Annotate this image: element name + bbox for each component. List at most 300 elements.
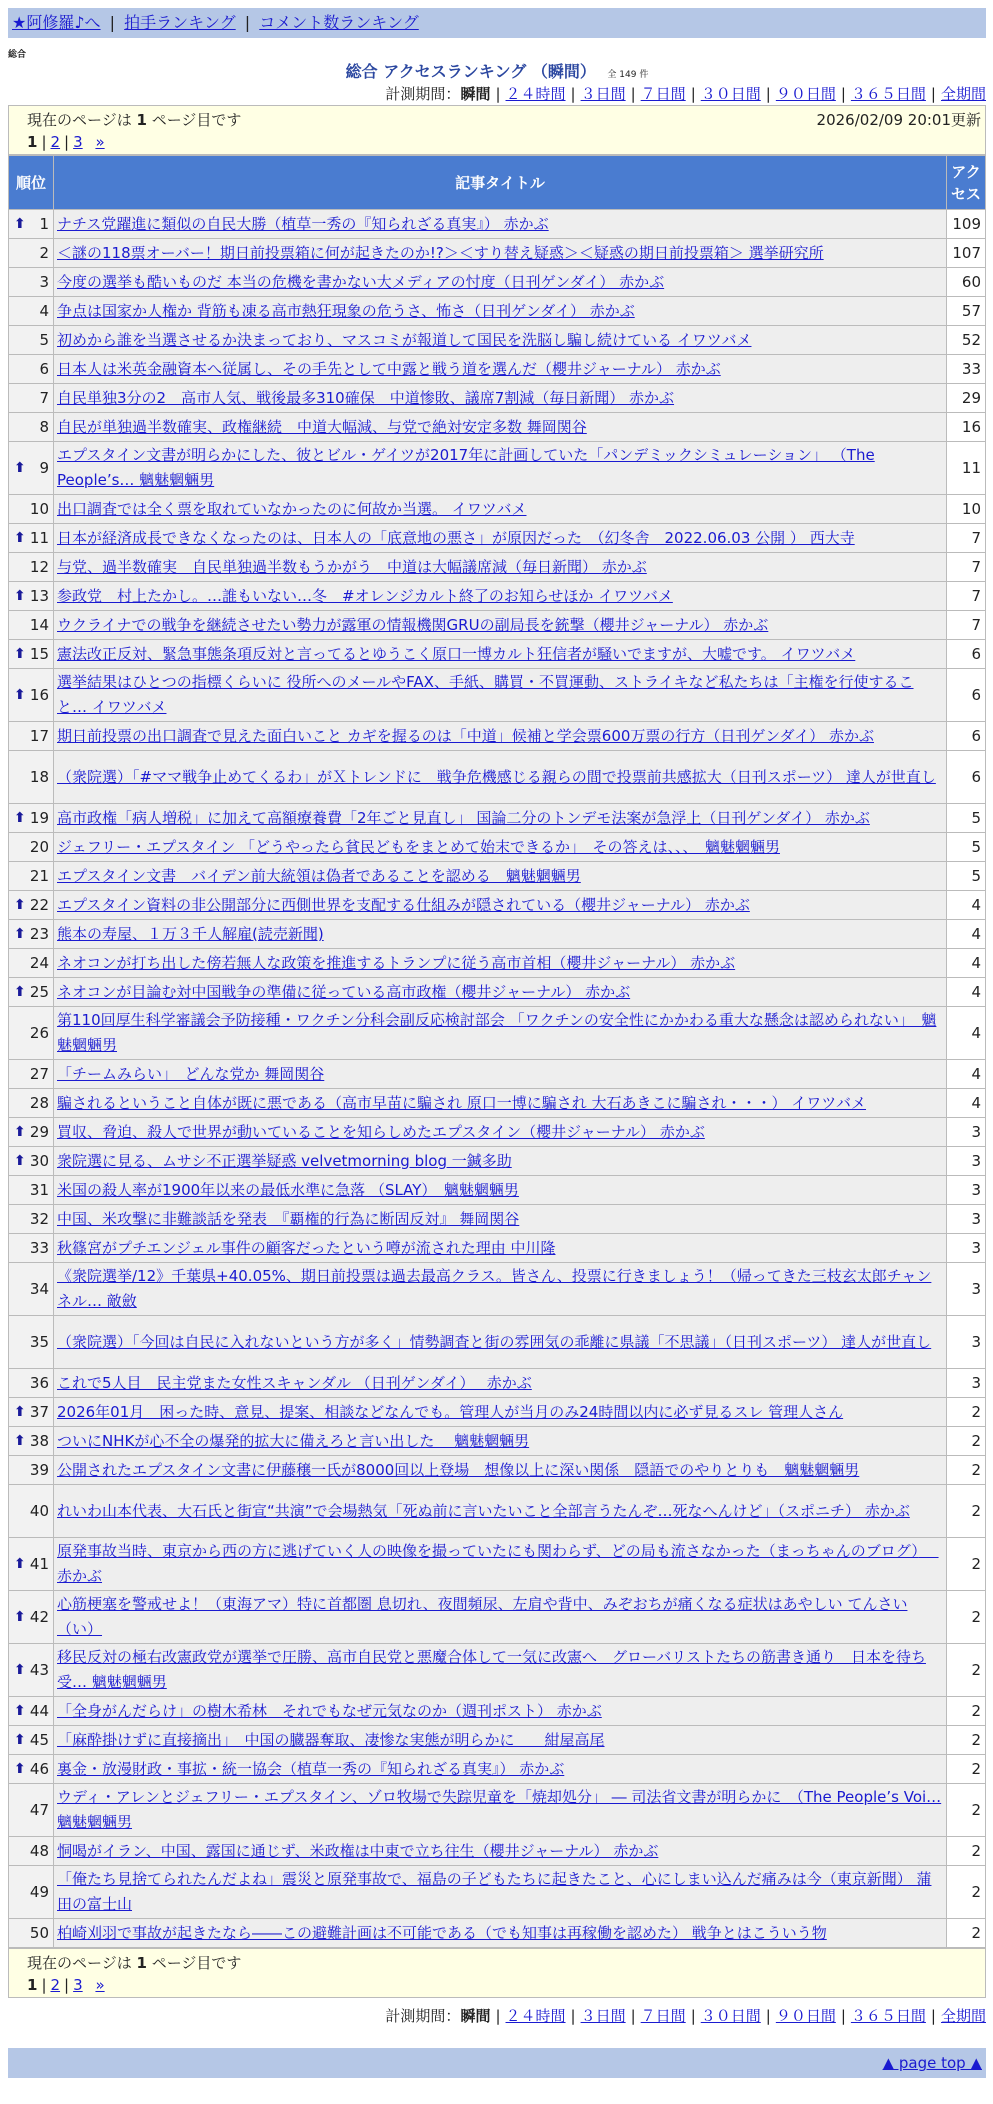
period-separator: | bbox=[570, 2007, 576, 2025]
title-cell bbox=[54, 355, 947, 384]
access-count: 2 bbox=[947, 1485, 986, 1538]
count-header: アクセス bbox=[947, 156, 986, 210]
page-info-box-bottom bbox=[8, 1948, 986, 1998]
pager-separator: | bbox=[41, 133, 47, 151]
article-link[interactable]: ジェフリー・エプスタイン 「どうやったら貧民どもをまとめて始末できるか」 その答えは、、、 魑魅魍魎男 bbox=[57, 838, 780, 856]
period-link[interactable]: ７日間 bbox=[640, 85, 686, 103]
article-link[interactable]: 《衆院選挙/12》千葉県+40.05%、期日前投票は過去最高クラス。皆さん、投票に行きましょう！（帰ってきた三枝玄太郎チャンネル… 敵斂 bbox=[57, 1267, 932, 1310]
rank-cell bbox=[9, 1866, 54, 1919]
rank-header: 順位 bbox=[9, 156, 54, 210]
rank-cell bbox=[9, 978, 54, 1007]
access-count: 2 bbox=[947, 1755, 986, 1784]
pager-next[interactable]: » bbox=[95, 1976, 105, 1994]
period-link[interactable]: 全期間 bbox=[940, 2007, 986, 2025]
table-row bbox=[9, 1697, 986, 1726]
title-cell bbox=[54, 210, 947, 239]
title-cell bbox=[54, 1591, 947, 1644]
title-cell bbox=[54, 920, 947, 949]
up-arrow-icon: ⬆ bbox=[14, 926, 26, 942]
comment-ranking-link[interactable]: コメント数ランキング bbox=[259, 13, 419, 32]
rank-cell bbox=[9, 210, 54, 239]
rank-number: 22 bbox=[29, 896, 49, 914]
period-link[interactable]: ３６５日間 bbox=[850, 2007, 926, 2025]
title-cell bbox=[54, 495, 947, 524]
updated-timestamp: 2026/02/09 20:01更新 bbox=[816, 111, 981, 129]
title-cell bbox=[54, 1755, 947, 1784]
table-row bbox=[9, 1538, 986, 1591]
title-cell bbox=[54, 978, 947, 1007]
table-row bbox=[9, 978, 986, 1007]
period-link[interactable]: ７日間 bbox=[640, 2007, 686, 2025]
article-link[interactable]: 初めから誰を当選させるか決まっており、マスコミが報道して国民を洗脳し騙し続けている イワツバメ bbox=[57, 331, 752, 349]
title-cell bbox=[54, 1427, 947, 1456]
access-count: 2 bbox=[947, 1919, 986, 1948]
rank-number: 14 bbox=[29, 616, 49, 634]
period-link[interactable]: 全期間 bbox=[940, 85, 986, 103]
access-count: 4 bbox=[947, 978, 986, 1007]
access-count: 3 bbox=[947, 1234, 986, 1263]
article-link[interactable]: 自民が単独過半数確実、政権継続 中道大幅減、与党で絶対安定多数 舞岡関谷 bbox=[57, 418, 587, 436]
rank-cell bbox=[9, 239, 54, 268]
up-arrow-icon: ⬆ bbox=[14, 646, 26, 662]
up-arrow-icon: ⬆ bbox=[14, 460, 26, 476]
access-count: 2 bbox=[947, 1427, 986, 1456]
article-link[interactable]: 秋篠宮がプチエンジェル事件の顧客だったという噂が流された理由 中川隆 bbox=[57, 1239, 556, 1257]
pager-separator: | bbox=[41, 1976, 47, 1994]
pager-current: 1 bbox=[27, 1976, 38, 1994]
rank-number: 27 bbox=[29, 1065, 49, 1083]
page-top-link[interactable]: ▲ page top ▲ bbox=[882, 2054, 982, 2072]
rank-number: 32 bbox=[29, 1210, 49, 1228]
table-row bbox=[9, 751, 986, 804]
table-row bbox=[9, 1866, 986, 1919]
access-count: 3 bbox=[947, 1205, 986, 1234]
period-label: 計測期間： bbox=[385, 85, 461, 103]
title-cell bbox=[54, 1060, 947, 1089]
table-row bbox=[9, 669, 986, 722]
rank-cell bbox=[9, 1755, 54, 1784]
article-link[interactable]: ネオコンが目論む対中国戦争の準備に従っている高市政権（櫻井ジャーナル） 赤かぶ bbox=[57, 983, 631, 1001]
period-link[interactable]: ２４時間 bbox=[505, 2007, 566, 2025]
title-cell bbox=[54, 1147, 947, 1176]
rank-cell bbox=[9, 384, 54, 413]
rank-cell bbox=[9, 1176, 54, 1205]
pager-link[interactable]: 2 bbox=[50, 133, 61, 151]
title-cell bbox=[54, 611, 947, 640]
table-row bbox=[9, 326, 986, 355]
rank-cell bbox=[9, 640, 54, 669]
pager-gap bbox=[87, 1976, 92, 1994]
table-row bbox=[9, 1784, 986, 1837]
period-link[interactable]: ９０日間 bbox=[775, 2007, 836, 2025]
rank-cell bbox=[9, 1784, 54, 1837]
period-separator: | bbox=[690, 85, 696, 103]
article-link[interactable]: 「俺たち見捨てられたんだよね」震災と原発事故で、福島の子どもたちに起きたこと、心にしまい込んだ痛みは今（東京新聞） 蒲田の富士山 bbox=[57, 1870, 932, 1913]
period-link[interactable]: ３６５日間 bbox=[850, 85, 926, 103]
title-cell bbox=[54, 949, 947, 978]
up-arrow-icon: ⬆ bbox=[14, 984, 26, 1000]
article-link[interactable]: 出口調査では全く票を取れていなかったのに何故か当選。 イワツバメ bbox=[57, 500, 527, 518]
access-count: 4 bbox=[947, 949, 986, 978]
article-link[interactable]: エプスタイン文書 バイデン前大統領は偽者であることを認める 魑魅魍魎男 bbox=[57, 867, 581, 885]
table-row bbox=[9, 891, 986, 920]
period-separator: | bbox=[495, 2007, 501, 2025]
table-row bbox=[9, 640, 986, 669]
table-row bbox=[9, 1485, 986, 1538]
article-link[interactable]: 「全身がんだらけ」の樹木希林 それでもなぜ元気なのか（週刊ポスト） 赤かぶ bbox=[57, 1702, 602, 1720]
rank-number: 34 bbox=[29, 1280, 49, 1298]
rank-number: 49 bbox=[29, 1883, 49, 1901]
article-link[interactable]: ネオコンが打ち出した傍若無人な政策を推進するトランプに従う高市首相（櫻井ジャーナル） 赤かぶ bbox=[57, 954, 736, 972]
rank-cell bbox=[9, 1919, 54, 1948]
rank-cell bbox=[9, 1118, 54, 1147]
table-row bbox=[9, 210, 986, 239]
title-cell bbox=[54, 297, 947, 326]
title-cell bbox=[54, 1316, 947, 1369]
up-arrow-icon: ⬆ bbox=[14, 1153, 26, 1169]
article-link[interactable]: エプスタイン資料の非公開部分に西側世界を支配する仕組みが隠されている（櫻井ジャーナル） 赤かぶ bbox=[57, 896, 750, 914]
access-count: 2 bbox=[947, 1784, 986, 1837]
article-link[interactable]: ウディ・アレンとジェフリー・エプスタイン、ゾロ牧場で失踪児童を「焼却処分」 ― 司法省文書が明らかに （The People’s Voi… 魑魅魍魎男 bbox=[57, 1788, 942, 1831]
title-cell bbox=[54, 1118, 947, 1147]
access-count: 3 bbox=[947, 1147, 986, 1176]
access-count: 2 bbox=[947, 1866, 986, 1919]
title-cell bbox=[54, 239, 947, 268]
table-row bbox=[9, 1726, 986, 1755]
period-separator: | bbox=[630, 2007, 636, 2025]
period-selector-bottom bbox=[8, 2004, 986, 2028]
title-cell bbox=[54, 640, 947, 669]
rank-number: 44 bbox=[29, 1702, 49, 1720]
ranking-title: 総合 アクセスランキング （瞬間） bbox=[345, 62, 596, 81]
access-count: 10 bbox=[947, 495, 986, 524]
rank-number: 31 bbox=[29, 1181, 49, 1199]
rank-number: 5 bbox=[39, 331, 49, 349]
title-cell bbox=[54, 442, 947, 495]
access-count: 11 bbox=[947, 442, 986, 495]
access-count: 2 bbox=[947, 1456, 986, 1485]
rank-number: 13 bbox=[29, 587, 49, 605]
rank-number: 24 bbox=[29, 954, 49, 972]
access-count: 7 bbox=[947, 582, 986, 611]
table-row bbox=[9, 722, 986, 751]
pager-link[interactable]: 2 bbox=[50, 1976, 61, 1994]
article-link[interactable]: エプスタイン文書が明らかにした、彼とビル・ゲイツが2017年に計画していた「パンデミックシミュレーション」 （The People’s… 魑魅魍魎男 bbox=[57, 446, 875, 489]
article-link[interactable]: 恫喝がイラン、中国、露国に通じず、米政権は中東で立ち往生（櫻井ジャーナル） 赤かぶ bbox=[57, 1842, 659, 1860]
title-cell bbox=[54, 1697, 947, 1726]
table-row bbox=[9, 1427, 986, 1456]
article-link[interactable]: 裏金・放漫財政・事拡・統一協会（植草一秀の『知られざる真実』） 赤かぶ bbox=[57, 1760, 565, 1778]
up-arrow-icon: ⬆ bbox=[14, 1609, 26, 1625]
footer-bar bbox=[8, 2048, 986, 2078]
rank-number: 36 bbox=[29, 1374, 49, 1392]
table-row bbox=[9, 1369, 986, 1398]
ranking-table bbox=[8, 155, 986, 1948]
up-arrow-icon: ⬆ bbox=[14, 1433, 26, 1449]
access-count: 5 bbox=[947, 833, 986, 862]
access-count: 4 bbox=[947, 1089, 986, 1118]
table-row bbox=[9, 355, 986, 384]
article-link[interactable]: 高市政権「病人増税」に加えて高額療養費「2年ごと見直し」 国論二分のトンデモ法案が急浮上（日刊ゲンダイ） 赤かぶ bbox=[57, 809, 870, 827]
access-count: 3 bbox=[947, 1369, 986, 1398]
article-link[interactable]: 騙されるということ自体が既に悪である（高市早苗に騙され 原口一博に騙され 大石あきこに騙され・・・） イワツバメ bbox=[57, 1094, 867, 1112]
article-link[interactable]: （衆院選）「#ママ戦争止めてくるわ」がＸトレンドに 戦争危機感じる親らの間で投票前共感拡大（日刊スポーツ） 達人が世直し bbox=[57, 767, 936, 786]
title-cell bbox=[54, 1866, 947, 1919]
rank-number: 19 bbox=[29, 809, 49, 827]
access-count: 2 bbox=[947, 1644, 986, 1697]
rank-number: 41 bbox=[29, 1555, 49, 1573]
article-link[interactable]: 第110回厚生科学審議会予防接種・ワクチン分科会副反応検討部会 「ワクチンの安全性にかかわる重大な懸念は認められない」 魑魅魍魎男 bbox=[57, 1011, 937, 1054]
rank-cell bbox=[9, 297, 54, 326]
up-arrow-icon: ⬆ bbox=[14, 1732, 26, 1748]
rank-cell bbox=[9, 1427, 54, 1456]
rank-number: 39 bbox=[29, 1461, 49, 1479]
article-link[interactable]: 参政党 村上たかし。…誰もいない…冬 #オレンジカルト終了のお知らせほか イワツバメ bbox=[57, 587, 673, 605]
rank-number: 18 bbox=[29, 768, 49, 786]
article-link[interactable]: ＜謎の118票オーバー！期日前投票箱に何が起きたのか!?＞＜すり替え疑惑＞＜疑惑の期日前投票箱＞ 選挙研究所 bbox=[57, 244, 824, 262]
article-link[interactable]: 公開されたエプスタイン文書に伊藤穣一氏が8000回以上登場 想像以上に深い関係 隠語でのやりとりも 魑魅魍魎男 bbox=[57, 1461, 860, 1479]
period-separator: | bbox=[765, 85, 771, 103]
rank-cell bbox=[9, 1726, 54, 1755]
home-link[interactable]: ★阿修羅♪へ bbox=[12, 13, 101, 32]
rank-cell bbox=[9, 582, 54, 611]
title-cell bbox=[54, 1234, 947, 1263]
period-separator: | bbox=[930, 2007, 936, 2025]
rank-cell bbox=[9, 1147, 54, 1176]
table-row bbox=[9, 1060, 986, 1089]
title-cell bbox=[54, 1398, 947, 1427]
table-row bbox=[9, 582, 986, 611]
rank-number: 6 bbox=[39, 360, 49, 378]
title-cell bbox=[54, 582, 947, 611]
article-link[interactable]: 「麻酔掛けずに直接摘出」 中国の臓器奪取、凄惨な実態が明らかに 紺屋高尾 bbox=[57, 1731, 605, 1749]
article-link[interactable]: れいわ山本代表、大石氏と街宣“共演”で会場熱気「死ぬ前に言いたいこと全部言うたんぞ…死なへんけど」（スポニチ） 赤かぶ bbox=[57, 1501, 910, 1520]
article-link[interactable]: 心筋梗塞を警戒せよ！（東海アマ）特に首都圏 息切れ、夜間頻尿、左肩や背中、みぞおちが痛くなる症状はあやしい てんさい（い） bbox=[57, 1595, 908, 1638]
period-separator: | bbox=[495, 85, 501, 103]
title-cell bbox=[54, 722, 947, 751]
article-link[interactable]: 日本が経済成長できなくなったのは、日本人の「底意地の悪さ」が原因だった （幻冬舎 2022.06.03 公開 ） 西大寺 bbox=[57, 529, 855, 547]
article-link[interactable]: 憲法改正反対、緊急事態条項反対と言ってるとゆうこく原口一博カルト狂信者が騒いでますが、大嘘です。 イワツバメ bbox=[57, 645, 856, 663]
rank-cell bbox=[9, 326, 54, 355]
article-link[interactable]: 争点は国家か人権か 背筋も凍る高市熱狂現象の危うさ、怖さ（日刊ゲンダイ） 赤かぶ bbox=[57, 302, 635, 320]
access-count: 6 bbox=[947, 722, 986, 751]
rank-cell bbox=[9, 1485, 54, 1538]
table-row bbox=[9, 833, 986, 862]
access-count: 3 bbox=[947, 1118, 986, 1147]
article-link[interactable]: ウクライナでの戦争を継続させたい勢力が露軍の情報機関GRUの副局長を銃撃（櫻井ジャーナル） 赤かぶ bbox=[57, 616, 769, 634]
table-row bbox=[9, 1263, 986, 1316]
title-header: 記事タイトル bbox=[54, 156, 947, 210]
table-row bbox=[9, 553, 986, 582]
rank-cell bbox=[9, 949, 54, 978]
pager-link[interactable]: 3 bbox=[73, 133, 83, 151]
table-row bbox=[9, 1089, 986, 1118]
article-link[interactable]: （衆院選）「今回は自民に入れないという方が多く」情勢調査と街の雰囲気の乖離に県議「不思議」（日刊スポーツ） 達人が世直し bbox=[57, 1332, 932, 1351]
rank-number: 29 bbox=[29, 1123, 49, 1141]
period-separator: | bbox=[840, 2007, 846, 2025]
access-count: 29 bbox=[947, 384, 986, 413]
article-link[interactable]: 柏崎刈羽で事故が起きたなら――この避難計画は不可能である（でも知事は再稼働を認めた） 戦争とはこういう物 bbox=[57, 1924, 827, 1942]
rank-number: 15 bbox=[29, 645, 49, 663]
rank-number: 43 bbox=[29, 1661, 49, 1679]
article-link[interactable]: 原発事故当時、東京から西の方に逃げていく人の映像を撮っていたにも関わらず、どの局も流さなかった（まっちゃんのブログ） 赤かぶ bbox=[57, 1542, 939, 1585]
article-link[interactable]: ナチス党躍進に類似の自民大勝（植草一秀の『知られざる真実』） 赤かぶ bbox=[57, 215, 549, 233]
rank-cell bbox=[9, 524, 54, 553]
article-link[interactable]: ついにNHKが心不全の爆発的拡大に備えろと言い出した 魑魅魍魎男 bbox=[57, 1432, 530, 1450]
article-link[interactable]: 期日前投票の出口調査で見えた面白いこと カギを握るのは「中道」候補と学会票600万票の行方（日刊ゲンダイ） 赤かぶ bbox=[57, 727, 874, 745]
title-cell bbox=[54, 669, 947, 722]
up-arrow-icon: ⬆ bbox=[14, 1761, 26, 1777]
rank-number: 23 bbox=[29, 925, 49, 943]
up-arrow-icon: ⬆ bbox=[14, 1404, 26, 1420]
up-arrow-icon: ⬆ bbox=[14, 530, 26, 546]
article-count: 全 149 件 bbox=[607, 70, 649, 80]
rank-cell bbox=[9, 1837, 54, 1866]
access-count: 6 bbox=[947, 751, 986, 804]
clap-ranking-link[interactable]: 拍手ランキング bbox=[124, 13, 236, 32]
article-link[interactable]: 米国の殺人率が1900年以来の最低水準に急落 （SLAY） 魑魅魍魎男 bbox=[57, 1181, 519, 1199]
rank-number: 3 bbox=[39, 273, 49, 291]
rank-number: 38 bbox=[29, 1432, 49, 1450]
access-count: 3 bbox=[947, 1176, 986, 1205]
article-link[interactable]: 移民反対の極右改憲政党が選挙で圧勝、高市自民党と悪魔合体して一気に改憲へ グローバリストたちの筋書き通り 日本を待ち受… 魑魅魍魎男 bbox=[57, 1648, 926, 1691]
up-arrow-icon: ⬆ bbox=[14, 216, 26, 232]
rank-cell bbox=[9, 442, 54, 495]
rank-cell bbox=[9, 1456, 54, 1485]
page-title bbox=[8, 61, 986, 83]
rank-cell bbox=[9, 722, 54, 751]
article-link[interactable]: 日本人は米英金融資本へ従属し、その手先として中露と戦う道を選んだ（櫻井ジャーナル） 赤かぶ bbox=[57, 360, 721, 378]
article-link[interactable]: 熊本の寿屋、１万３千人解雇(読売新聞) bbox=[57, 925, 324, 943]
rank-number: 26 bbox=[29, 1024, 49, 1042]
rank-number: 4 bbox=[39, 302, 49, 320]
article-link[interactable]: これで5人目 民主党また女性スキャンダル （日刊ゲンダイ） 赤かぶ bbox=[57, 1374, 532, 1392]
article-link[interactable]: 与党、過半数確実 自民単独過半数もうかがう 中道は大幅議席減（毎日新聞） 赤かぶ bbox=[57, 558, 647, 576]
rank-cell bbox=[9, 751, 54, 804]
table-row bbox=[9, 1591, 986, 1644]
rank-cell bbox=[9, 833, 54, 862]
table-row bbox=[9, 1007, 986, 1060]
rank-number: 45 bbox=[29, 1731, 49, 1749]
access-count: 2 bbox=[947, 1398, 986, 1427]
access-count: 4 bbox=[947, 1060, 986, 1089]
table-row bbox=[9, 1919, 986, 1948]
article-link[interactable]: 衆院選に見る、ムサシ不正選挙疑惑 velvetmorning blog 一鍼多助 bbox=[57, 1152, 512, 1170]
access-count: 109 bbox=[947, 210, 986, 239]
article-link[interactable]: 「チームみらい」 どんな党か 舞岡関谷 bbox=[57, 1065, 325, 1083]
rank-number: 12 bbox=[29, 558, 49, 576]
table-row bbox=[9, 495, 986, 524]
pager bbox=[27, 133, 105, 151]
rank-number: 47 bbox=[29, 1801, 49, 1819]
period-link[interactable]: ２４時間 bbox=[505, 85, 566, 103]
article-link[interactable]: 買収、脅迫、殺人で世界が動いていることを知らしめたエプスタイン（櫻井ジャーナル） 赤かぶ bbox=[57, 1123, 705, 1141]
title-cell bbox=[54, 326, 947, 355]
up-arrow-icon: ⬆ bbox=[14, 1556, 26, 1572]
rank-cell bbox=[9, 1591, 54, 1644]
period-current: 瞬間 bbox=[460, 85, 491, 103]
rank-number: 40 bbox=[29, 1502, 49, 1520]
pager-separator: | bbox=[64, 1976, 70, 1994]
access-count: 5 bbox=[947, 862, 986, 891]
pager-link[interactable]: 3 bbox=[73, 1976, 83, 1994]
rank-cell bbox=[9, 1007, 54, 1060]
period-link[interactable]: ３０日間 bbox=[700, 85, 761, 103]
table-row bbox=[9, 1147, 986, 1176]
rank-number: 2 bbox=[39, 244, 49, 262]
access-count: 6 bbox=[947, 669, 986, 722]
rank-cell bbox=[9, 1316, 54, 1369]
title-cell bbox=[54, 413, 947, 442]
rank-cell bbox=[9, 804, 54, 833]
period-link[interactable]: ３日間 bbox=[580, 2007, 626, 2025]
rank-number: 48 bbox=[29, 1842, 49, 1860]
title-cell bbox=[54, 1784, 947, 1837]
article-link[interactable]: 自民単独3分の2 高市人気、戦後最多310確保 中道惨敗、議席7割減（毎日新聞） 赤かぶ bbox=[57, 389, 675, 407]
rank-cell bbox=[9, 553, 54, 582]
article-link[interactable]: 今度の選挙も酷いものだ 本当の危機を書かない大メディアの忖度（日刊ゲンダイ） 赤かぶ bbox=[57, 273, 665, 291]
table-row bbox=[9, 413, 986, 442]
rank-cell bbox=[9, 1538, 54, 1591]
table-row bbox=[9, 1837, 986, 1866]
access-count: 2 bbox=[947, 1591, 986, 1644]
access-count: 3 bbox=[947, 1263, 986, 1316]
access-count: 2 bbox=[947, 1538, 986, 1591]
title-cell bbox=[54, 553, 947, 582]
title-cell bbox=[54, 751, 947, 804]
table-row bbox=[9, 862, 986, 891]
title-cell bbox=[54, 1538, 947, 1591]
title-cell bbox=[54, 1176, 947, 1205]
access-count: 107 bbox=[947, 239, 986, 268]
article-link[interactable]: 2026年01月 困った時、意見、提案、相談などなんでも。管理人が当月のみ24時間以内に必ず見るスレ 管理人さん bbox=[57, 1403, 844, 1421]
period-link[interactable]: ３日間 bbox=[580, 85, 626, 103]
rank-number: 9 bbox=[39, 459, 49, 477]
table-row bbox=[9, 524, 986, 553]
table-row bbox=[9, 804, 986, 833]
rank-number: 33 bbox=[29, 1239, 49, 1257]
pager-next[interactable]: » bbox=[95, 133, 105, 151]
title-cell bbox=[54, 891, 947, 920]
rank-cell bbox=[9, 413, 54, 442]
access-count: 60 bbox=[947, 268, 986, 297]
table-row bbox=[9, 1644, 986, 1697]
article-link[interactable]: 選挙結果はひとつの指標くらいに 役所へのメールやFAX、手紙、購買・不買運動、ストライキなど私たちは「主権を行使すること… イワツバメ bbox=[57, 673, 914, 716]
rank-cell bbox=[9, 1060, 54, 1089]
period-label: 計測期間： bbox=[385, 2007, 461, 2025]
rank-number: 7 bbox=[39, 389, 49, 407]
article-link[interactable]: 中国、米攻撃に非難談話を発表 『覇権的行為に断固反対』 舞岡関谷 bbox=[57, 1210, 520, 1228]
access-count: 4 bbox=[947, 891, 986, 920]
title-cell bbox=[54, 1837, 947, 1866]
table-row bbox=[9, 1456, 986, 1485]
rank-cell bbox=[9, 495, 54, 524]
period-current: 瞬間 bbox=[460, 2007, 491, 2025]
period-link[interactable]: ９０日間 bbox=[775, 85, 836, 103]
period-link[interactable]: ３０日間 bbox=[700, 2007, 761, 2025]
pager-bottom bbox=[27, 1976, 105, 1994]
rank-number: 46 bbox=[29, 1760, 49, 1778]
nav-separator: | bbox=[244, 13, 251, 32]
title-cell bbox=[54, 1919, 947, 1948]
rank-cell bbox=[9, 1644, 54, 1697]
title-cell bbox=[54, 1007, 947, 1060]
table-row bbox=[9, 268, 986, 297]
pager-separator: | bbox=[64, 133, 70, 151]
access-count: 6 bbox=[947, 640, 986, 669]
title-cell bbox=[54, 804, 947, 833]
table-row bbox=[9, 920, 986, 949]
